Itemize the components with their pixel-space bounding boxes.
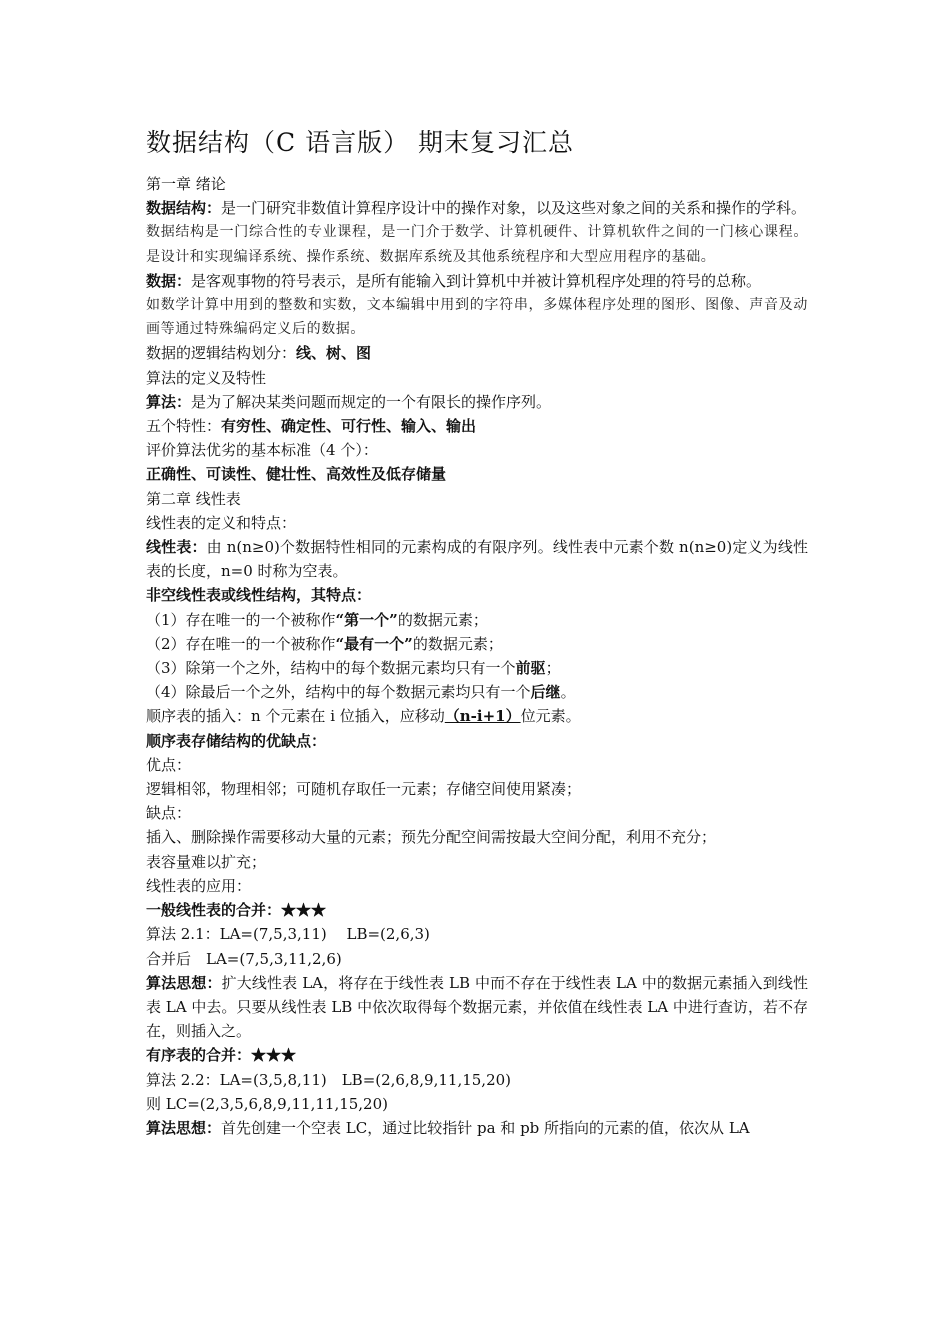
seq-heading-text: 顺序表存储结构的优缺点：: [146, 731, 327, 750]
data-term: 数据：: [146, 271, 192, 290]
merge2-idea-text: 首先创建一个空表 LC，通过比较指针 pa 和 pb 所指向的元素的值，依次从 LA: [221, 1118, 750, 1137]
cons-text-2: 表容量难以扩充；: [146, 852, 267, 871]
document-body: [146, 126, 808, 1140]
feature-4-post: 。: [560, 683, 576, 702]
ds-term: 数据结构：: [146, 199, 222, 218]
feature-2: [146, 632, 808, 656]
eval-label: 评价算法优劣的基本标准（4 个）：: [146, 441, 378, 460]
document-title: 数据结构（C 语言版） 期末复习汇总: [146, 128, 575, 157]
insert-pre: 顺序表的插入：n 个元素在 i 位插入，应移动: [146, 707, 445, 726]
ds-def-text: 是一门研究非数值计算程序设计中的操作对象，以及这些对象之间的关系和操作的学科。: [221, 199, 807, 218]
eval-value: [146, 462, 808, 486]
nonempty-heading: [146, 583, 808, 607]
ll-def-text: 由 n(n≥0)个数据特性相同的元素构成的有限序列。线性表中元素个数 n(n≥0)定义为线性表的长度，n=0 时称为空表。: [146, 538, 808, 581]
eval-value-text: 正确性、可读性、健壮性、高效性及低存储量: [146, 465, 447, 484]
merge1-idea: [146, 971, 808, 1044]
chapter2-heading: 第二章 线性表: [146, 489, 241, 508]
logic-label: 数据的逻辑结构划分：: [146, 344, 297, 363]
merge1-idea-text: 扩大线性表 LA，将存在于线性表 LB 中而不存在于线性表 LA 中的数据元素插入到线性表 LA 中去。只要从线性表 LB 中依次取得每个数据元素，并依值在线性表 LA 中进行查访，若不存在，则插入之。: [146, 973, 808, 1041]
data-description: 如数学计算中用到的整数和实数，文本编辑中用到的字符串，多媒体程序处理的图形、图像、声音及动画等通过特殊编码定义后的数据。: [146, 297, 808, 338]
feature-1: [146, 608, 808, 632]
merge1-heading-text: 一般线性表的合并：★★★: [146, 901, 327, 920]
merge1-heading: [146, 898, 808, 922]
feature-1-pre: （1）存在唯一的一个被称作: [146, 610, 336, 629]
feature-1-bold: “第一个”: [335, 610, 398, 629]
data-def-text: 是客观事物的符号表示，是所有能输入到计算机中并被计算机程序处理的符号的总称。: [191, 271, 762, 290]
app-heading: 线性表的应用：: [146, 876, 252, 895]
ll-definition: [146, 535, 808, 583]
ll-term: 线性表：: [146, 538, 207, 557]
chapter1-heading: 第一章 绪论: [146, 175, 226, 193]
algo-heading: 算法的定义及特性: [146, 368, 267, 387]
feature-4-bold: 后继: [530, 683, 561, 702]
feature-3-post: ；: [545, 659, 561, 678]
merge2-result: 则 LC=(2,3,5,6,8,9,11,11,15,20): [146, 1094, 388, 1113]
ds-definition: [146, 196, 808, 220]
feature-1-post: 的数据元素；: [397, 610, 488, 629]
merge1-idea-term: 算法思想：: [146, 973, 222, 992]
feature-3: [146, 656, 808, 680]
pros-label: 优点：: [146, 755, 192, 774]
feature-2-post: 的数据元素；: [412, 634, 503, 653]
ds-description: 数据结构是一门综合性的专业课程，是一门介于数学、计算机硬件、计算机软件之间的一门核心课程。是设计和实现编译系统、操作系统、数据库系统及其他系统程序和大型应用程序的基础。: [146, 224, 808, 265]
merge2-idea-term: 算法思想：: [146, 1118, 222, 1137]
ll-def-heading: 线性表的定义和特点：: [146, 513, 297, 532]
feature-2-pre: （2）存在唯一的一个被称作: [146, 634, 336, 653]
seq-heading: [146, 729, 808, 753]
five-properties: [146, 414, 808, 438]
feature-2-bold: “最有一个”: [335, 634, 413, 653]
insert-post: 位元素。: [520, 707, 581, 726]
merge2-heading: [146, 1043, 808, 1067]
merge2-algo: 算法 2.2：LA=(3,5,8,11) LB=(2,6,8,9,11,15,20): [146, 1070, 512, 1089]
merge2-idea: [146, 1116, 808, 1140]
feature-3-pre: （3）除第一个之外，结构中的每个数据元素均只有一个: [146, 659, 516, 678]
logic-structure: [146, 341, 808, 365]
algo-term: 算法：: [146, 392, 192, 411]
feature-3-bold: 前驱: [515, 659, 546, 678]
feature-4: [146, 680, 808, 704]
cons-label: 缺点：: [146, 804, 192, 823]
seq-insert: [146, 704, 808, 728]
pros-text: 逻辑相邻，物理相邻；可随机存取任一元素；存储空间使用紧凑；: [146, 780, 582, 799]
algo-definition: [146, 390, 808, 414]
insert-value: （n-i+1）: [444, 707, 521, 726]
feature-4-pre: （4）除最后一个之外，结构中的每个数据元素均只有一个: [146, 683, 531, 702]
algo-def-text: 是为了解决某类问题而规定的一个有限长的操作序列。: [191, 392, 552, 411]
nonempty-heading-text: 非空线性表或线性结构，其特点：: [146, 586, 372, 605]
logic-value: 线、树、图: [296, 344, 372, 363]
merge2-heading-text: 有序表的合并：★★★: [146, 1046, 297, 1065]
merge1-algo: 算法 2.1：LA=(7,5,3,11) LB=(2,6,3): [146, 925, 430, 944]
data-definition: [146, 269, 808, 293]
merge1-result: 合并后 LA=(7,5,3,11,2,6): [146, 949, 342, 968]
five-value: 有穷性、确定性、可行性、输入、输出: [221, 417, 477, 436]
cons-text-1: 插入、删除操作需要移动大量的元素；预先分配空间需按最大空间分配，利用不充分；: [146, 828, 717, 847]
five-label: 五个特性：: [146, 417, 222, 436]
